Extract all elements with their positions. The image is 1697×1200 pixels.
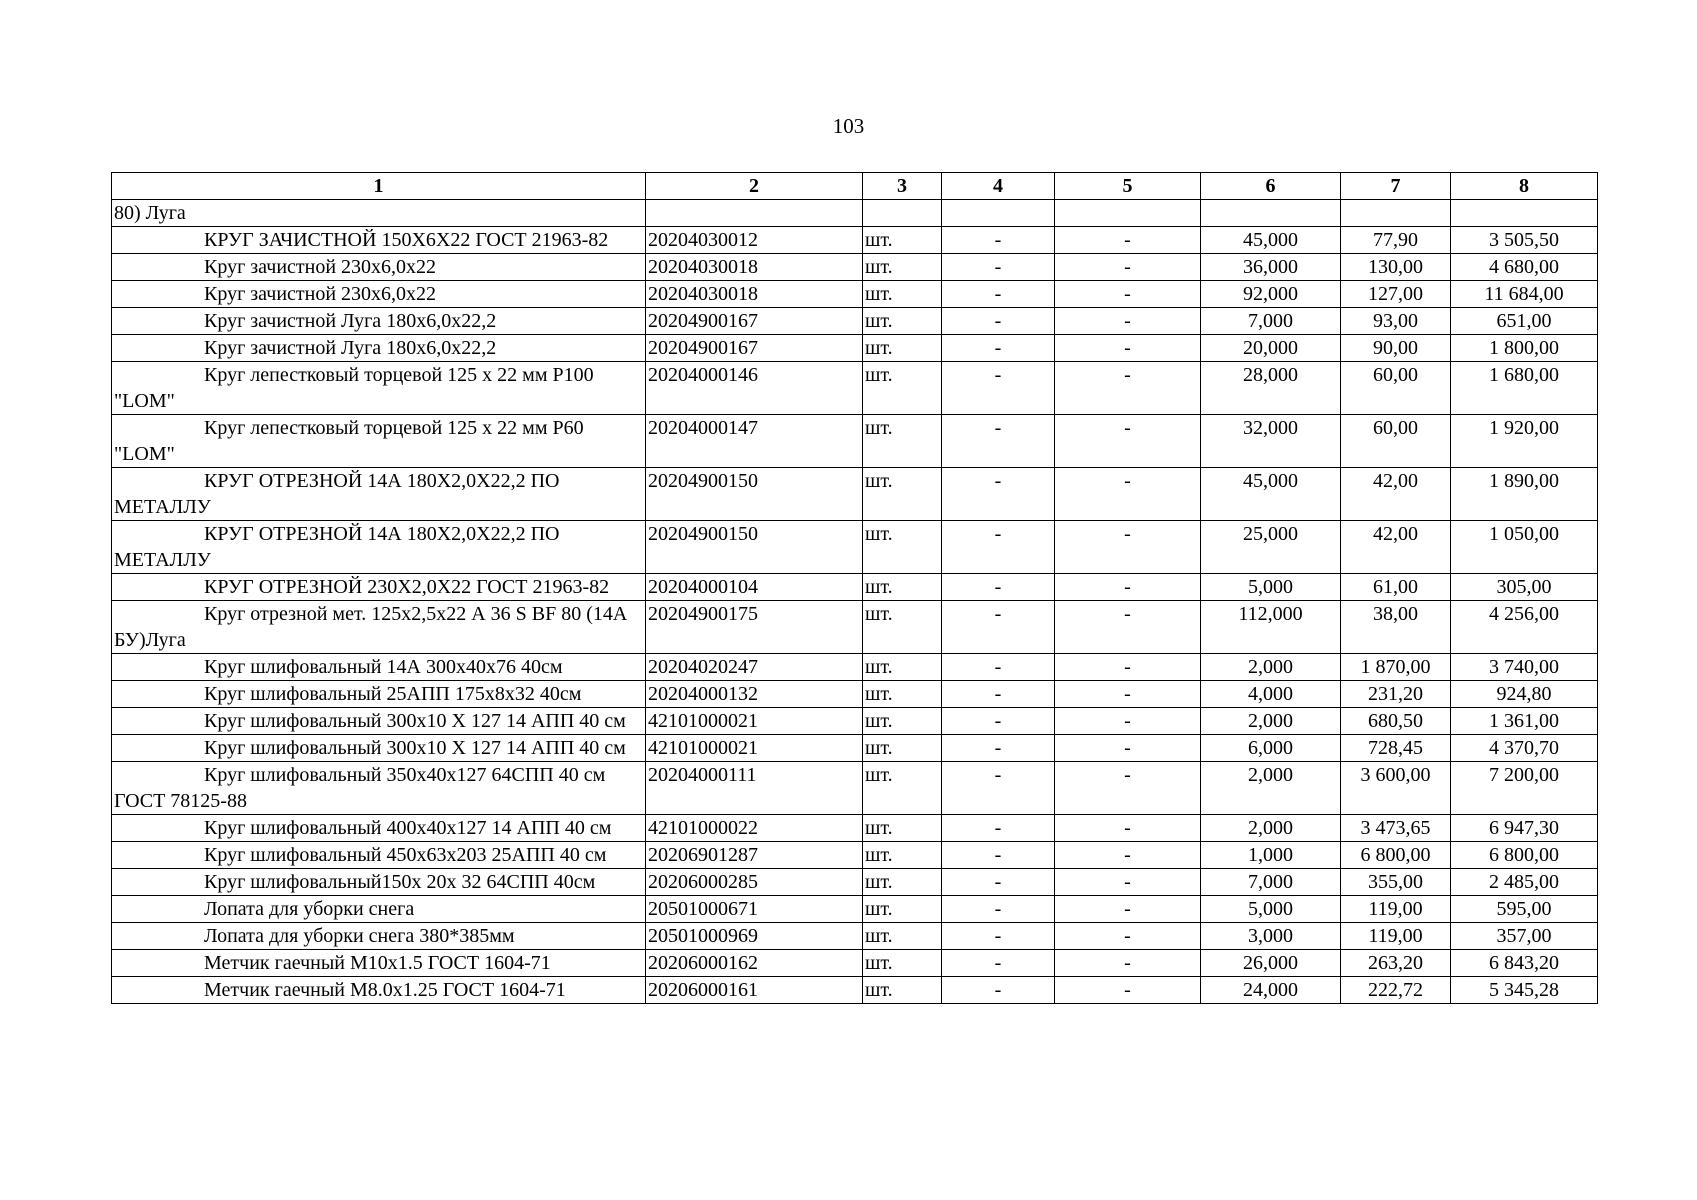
item-name: Метчик гаечный М10х1.5 ГОСТ 1604-71 [112,950,646,977]
item-unit: шт. [863,601,942,654]
item-code: 20204000132 [646,681,863,708]
table-cell [646,200,863,227]
column-5-value: - [1055,227,1201,254]
item-unit: шт. [863,735,942,762]
column-header: 2 [646,173,863,200]
item-price: 61,00 [1341,574,1451,601]
column-4-value: - [942,977,1055,1004]
item-name: Лопата для уборки снега 380*385мм [112,923,646,950]
item-code: 42101000021 [646,708,863,735]
column-4-value: - [942,869,1055,896]
item-quantity: 4,000 [1201,681,1341,708]
table-row [112,735,1598,762]
column-4-value: - [942,254,1055,281]
item-quantity: 36,000 [1201,254,1341,281]
item-code: 20501000671 [646,896,863,923]
table-row [112,842,1598,869]
item-code: 20204030018 [646,254,863,281]
item-unit: шт. [863,869,942,896]
item-code: 20204030018 [646,281,863,308]
column-5-value: - [1055,762,1201,815]
table-row [112,574,1598,601]
item-quantity: 20,000 [1201,335,1341,362]
item-sum: 6 800,00 [1451,842,1598,869]
table-cell [1055,200,1201,227]
column-5-value: - [1055,869,1201,896]
table-row [112,896,1598,923]
item-unit: шт. [863,842,942,869]
table-row [112,227,1598,254]
item-price: 6 800,00 [1341,842,1451,869]
item-name: КРУГ ОТРЕЗНОЙ 230Х2,0Х22 ГОСТ 21963-82 [112,574,646,601]
column-5-value: - [1055,308,1201,335]
item-name: Круг шлифовальный 450х63х203 25АПП 40 см [112,842,646,869]
table-row [112,681,1598,708]
item-sum: 357,00 [1451,923,1598,950]
item-sum: 1 890,00 [1451,468,1598,521]
item-name: Метчик гаечный М8.0х1.25 ГОСТ 1604-71 [112,977,646,1004]
item-name: Лопата для уборки снега [112,896,646,923]
item-price: 355,00 [1341,869,1451,896]
table-row [112,521,1598,574]
item-price: 231,20 [1341,681,1451,708]
item-unit: шт. [863,654,942,681]
column-5-value: - [1055,281,1201,308]
table-row [112,415,1598,468]
item-unit: шт. [863,521,942,574]
column-4-value: - [942,468,1055,521]
item-unit: шт. [863,977,942,1004]
column-4-value: - [942,335,1055,362]
column-4-value: - [942,896,1055,923]
table-row [112,468,1598,521]
item-quantity: 2,000 [1201,762,1341,815]
item-code: 20204000147 [646,415,863,468]
column-5-value: - [1055,815,1201,842]
item-code: 20204900167 [646,335,863,362]
item-price: 222,72 [1341,977,1451,1004]
item-code: 42101000021 [646,735,863,762]
header-row [112,173,1598,200]
item-code: 20204900167 [646,308,863,335]
item-code: 42101000022 [646,815,863,842]
item-name: Круг лепестковый торцевой 125 х 22 мм Р100 "LOM" [112,362,646,415]
item-unit: шт. [863,815,942,842]
item-quantity: 112,000 [1201,601,1341,654]
column-4-value: - [942,654,1055,681]
item-quantity: 24,000 [1201,977,1341,1004]
column-5-value: - [1055,574,1201,601]
item-quantity: 25,000 [1201,521,1341,574]
item-sum: 305,00 [1451,574,1598,601]
column-5-value: - [1055,468,1201,521]
table-row [112,869,1598,896]
inventory-table [111,172,1598,1004]
column-4-value: - [942,950,1055,977]
column-5-value: - [1055,254,1201,281]
item-quantity: 7,000 [1201,869,1341,896]
item-price: 119,00 [1341,896,1451,923]
column-4-value: - [942,842,1055,869]
column-header: 6 [1201,173,1341,200]
column-5-value: - [1055,977,1201,1004]
item-price: 263,20 [1341,950,1451,977]
column-header: 3 [863,173,942,200]
item-quantity: 28,000 [1201,362,1341,415]
item-name: КРУГ ОТРЕЗНОЙ 14А 180Х2,0Х22,2 ПО МЕТАЛЛУ [112,521,646,574]
item-sum: 1 800,00 [1451,335,1598,362]
item-code: 20204900150 [646,521,863,574]
item-unit: шт. [863,468,942,521]
item-unit: шт. [863,681,942,708]
column-4-value: - [942,574,1055,601]
table-row [112,308,1598,335]
item-sum: 6 843,20 [1451,950,1598,977]
item-name: КРУГ ОТРЕЗНОЙ 14А 180Х2,0Х22,2 ПО МЕТАЛЛУ [112,468,646,521]
item-unit: шт. [863,708,942,735]
column-5-value: - [1055,735,1201,762]
column-5-value: - [1055,842,1201,869]
group-row [112,200,1598,227]
item-name: Круг отрезной мет. 125х2,5х22 А 36 S BF 80 (14А БУ)Луга [112,601,646,654]
table-row [112,601,1598,654]
item-quantity: 5,000 [1201,896,1341,923]
table-body [112,200,1598,1004]
item-sum: 3 740,00 [1451,654,1598,681]
item-name: Круг шлифовальный 300х10 Х 127 14 АПП 40 см [112,735,646,762]
item-price: 77,90 [1341,227,1451,254]
item-quantity: 2,000 [1201,654,1341,681]
column-header: 4 [942,173,1055,200]
column-4-value: - [942,227,1055,254]
table-row [112,923,1598,950]
item-price: 1 870,00 [1341,654,1451,681]
item-code: 20204000104 [646,574,863,601]
item-unit: шт. [863,281,942,308]
item-code: 20206000161 [646,977,863,1004]
item-code: 20204900150 [646,468,863,521]
column-4-value: - [942,681,1055,708]
item-quantity: 1,000 [1201,842,1341,869]
item-price: 38,00 [1341,601,1451,654]
table-row [112,335,1598,362]
item-sum: 4 256,00 [1451,601,1598,654]
item-sum: 1 361,00 [1451,708,1598,735]
item-sum: 1 680,00 [1451,362,1598,415]
item-sum: 7 200,00 [1451,762,1598,815]
item-code: 20204000111 [646,762,863,815]
column-5-value: - [1055,335,1201,362]
item-name: Круг шлифовальный 300х10 Х 127 14 АПП 40 см [112,708,646,735]
item-unit: шт. [863,254,942,281]
column-header: 5 [1055,173,1201,200]
item-unit: шт. [863,415,942,468]
item-price: 90,00 [1341,335,1451,362]
group-label: 80) Луга [112,200,646,227]
item-price: 3 600,00 [1341,762,1451,815]
column-5-value: - [1055,521,1201,574]
table-cell [942,200,1055,227]
item-price: 42,00 [1341,468,1451,521]
item-quantity: 2,000 [1201,815,1341,842]
item-sum: 6 947,30 [1451,815,1598,842]
item-sum: 595,00 [1451,896,1598,923]
column-4-value: - [942,415,1055,468]
table-cell [1201,200,1341,227]
item-price: 728,45 [1341,735,1451,762]
item-code: 20206000162 [646,950,863,977]
item-name: Круг зачистной 230х6,0х22 [112,254,646,281]
item-quantity: 45,000 [1201,227,1341,254]
item-code: 20204030012 [646,227,863,254]
item-code: 20501000969 [646,923,863,950]
column-4-value: - [942,362,1055,415]
column-4-value: - [942,521,1055,574]
column-5-value: - [1055,362,1201,415]
table-cell [863,200,942,227]
item-price: 119,00 [1341,923,1451,950]
item-name: Круг шлифовальный 25АПП 175х8х32 40см [112,681,646,708]
item-quantity: 92,000 [1201,281,1341,308]
item-unit: шт. [863,574,942,601]
item-unit: шт. [863,762,942,815]
item-sum: 651,00 [1451,308,1598,335]
item-price: 60,00 [1341,415,1451,468]
column-5-value: - [1055,654,1201,681]
column-header: 8 [1451,173,1598,200]
item-quantity: 2,000 [1201,708,1341,735]
column-4-value: - [942,735,1055,762]
item-sum: 3 505,50 [1451,227,1598,254]
column-5-value: - [1055,923,1201,950]
column-4-value: - [942,923,1055,950]
item-price: 3 473,65 [1341,815,1451,842]
item-sum: 1 920,00 [1451,415,1598,468]
item-code: 20204000146 [646,362,863,415]
item-sum: 4 370,70 [1451,735,1598,762]
page-number: 103 [832,114,865,138]
item-sum: 11 684,00 [1451,281,1598,308]
item-price: 127,00 [1341,281,1451,308]
column-4-value: - [942,601,1055,654]
item-unit: шт. [863,362,942,415]
table-cell [1451,200,1598,227]
item-price: 130,00 [1341,254,1451,281]
table-row [112,281,1598,308]
table-row [112,815,1598,842]
item-name: КРУГ ЗАЧИСТНОЙ 150Х6Х22 ГОСТ 21963-82 [112,227,646,254]
table-row [112,654,1598,681]
column-4-value: - [942,708,1055,735]
item-sum: 1 050,00 [1451,521,1598,574]
item-unit: шт. [863,308,942,335]
item-name: Круг лепестковый торцевой 125 х 22 мм Р60 "LOM" [112,415,646,468]
item-name: Круг шлифовальный 400х40х127 14 АПП 40 см [112,815,646,842]
column-5-value: - [1055,708,1201,735]
column-5-value: - [1055,896,1201,923]
item-name: Круг шлифовальный 14А 300х40х76 40см [112,654,646,681]
item-unit: шт. [863,227,942,254]
item-name: Круг зачистной Луга 180х6,0х22,2 [112,335,646,362]
item-unit: шт. [863,923,942,950]
table-row [112,362,1598,415]
item-unit: шт. [863,950,942,977]
column-4-value: - [942,281,1055,308]
item-code: 20206901287 [646,842,863,869]
table-row [112,977,1598,1004]
item-code: 20204900175 [646,601,863,654]
item-quantity: 6,000 [1201,735,1341,762]
item-unit: шт. [863,335,942,362]
table-cell [1341,200,1451,227]
table-row [112,762,1598,815]
item-price: 60,00 [1341,362,1451,415]
table-row [112,254,1598,281]
table-row [112,708,1598,735]
column-5-value: - [1055,601,1201,654]
column-header: 1 [112,173,646,200]
column-4-value: - [942,308,1055,335]
item-code: 20206000285 [646,869,863,896]
item-name: Круг шлифовальный150х 20х 32 64СПП 40см [112,869,646,896]
item-quantity: 5,000 [1201,574,1341,601]
item-quantity: 26,000 [1201,950,1341,977]
column-header: 7 [1341,173,1451,200]
item-quantity: 7,000 [1201,308,1341,335]
item-unit: шт. [863,896,942,923]
column-5-value: - [1055,415,1201,468]
item-name: Круг шлифовальный 350х40х127 64СПП 40 см ГОСТ 78125-88 [112,762,646,815]
item-price: 680,50 [1341,708,1451,735]
column-5-value: - [1055,950,1201,977]
item-name: Круг зачистной 230х6,0х22 [112,281,646,308]
column-5-value: - [1055,681,1201,708]
table-row [112,950,1598,977]
item-price: 42,00 [1341,521,1451,574]
item-code: 20204020247 [646,654,863,681]
item-price: 93,00 [1341,308,1451,335]
item-quantity: 32,000 [1201,415,1341,468]
item-quantity: 3,000 [1201,923,1341,950]
column-4-value: - [942,815,1055,842]
item-sum: 924,80 [1451,681,1598,708]
item-name: Круг зачистной Луга 180х6,0х22,2 [112,308,646,335]
item-quantity: 45,000 [1201,468,1341,521]
item-sum: 4 680,00 [1451,254,1598,281]
column-4-value: - [942,762,1055,815]
item-sum: 2 485,00 [1451,869,1598,896]
item-sum: 5 345,28 [1451,977,1598,1004]
